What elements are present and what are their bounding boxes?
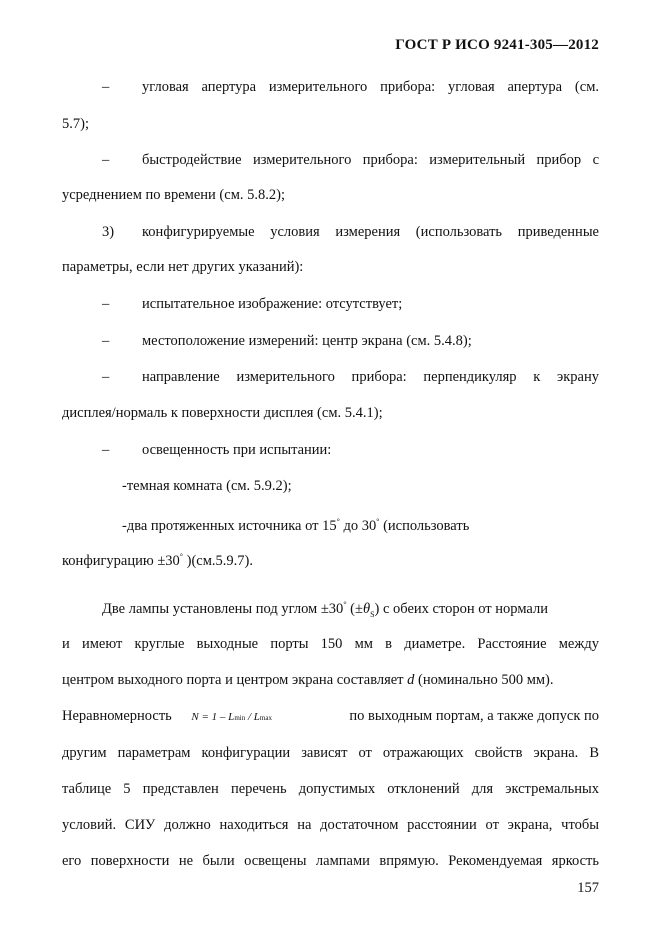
- dash-marker: –: [102, 296, 110, 312]
- line-text: угловая апертура измерительного прибора: угловая апертура (см.: [142, 79, 599, 95]
- dash-marker: –: [102, 369, 110, 385]
- text-line: 5.7);: [62, 116, 89, 132]
- line-text: (±: [346, 601, 363, 617]
- text-line: [62, 595, 599, 625]
- degree-mark: °: [336, 517, 340, 526]
- degree-mark: °: [179, 552, 183, 561]
- line-text: Неравномерность: [62, 708, 172, 724]
- line-text: местоположение измерений: центр экрана (см. 5.4.8);: [142, 333, 472, 349]
- line-text: (использовать: [379, 518, 470, 534]
- degree-mark: °: [343, 600, 347, 609]
- text-line: его поверхности не были освещены лампами впрямую. Рекомендуемая яркость: [62, 853, 599, 869]
- text-line: -темная комната (см. 5.9.2);: [122, 478, 292, 494]
- line-text: быстродействие измерительного прибора: измерительный прибор с: [142, 152, 599, 168]
- degree-mark: °: [376, 517, 380, 526]
- text-line: другим параметрам конфигурации зависят от отражающих свойств экрана. В: [62, 745, 599, 761]
- text-line: и имеют круглые выходные порты 150 мм в диаметре. Расстояние между: [62, 636, 599, 652]
- theta-symbol: θ: [362, 601, 371, 617]
- text-line: таблице 5 представлен перечень допустимых отклонений для экстремальных: [62, 781, 599, 797]
- text-line: [62, 670, 599, 690]
- line-text: конфигурацию ±30: [62, 553, 180, 569]
- text-line: [62, 706, 599, 728]
- line-text: центром выходного порта и центром экрана составляет: [62, 672, 408, 688]
- theta-subscript: S: [370, 609, 375, 619]
- nonuniformity-formula: N = 1 – Lmin / Lmax: [191, 711, 272, 723]
- text-line: условий. СИУ должно находиться на достаточном расстоянии от экрана, чтобы: [62, 817, 599, 833]
- text-line: [62, 547, 599, 571]
- line-text: (номинально 500 мм).: [414, 672, 554, 688]
- line-text: направление измерительного прибора: перпендикуляр к экрану: [142, 369, 599, 385]
- line-text: по выходным портам, а также допуск по: [349, 708, 599, 724]
- line-text: до 30: [339, 518, 377, 534]
- document-header: ГОСТ Р ИСО 9241-305—2012: [395, 37, 599, 53]
- item-number: 3): [102, 224, 115, 240]
- line-text: )(см.5.9.7).: [183, 553, 253, 569]
- dash-marker: –: [102, 152, 110, 168]
- text-line: дисплея/нормаль к поверхности дисплея (см. 5.4.1);: [62, 405, 383, 421]
- line-text: испытательное изображение: отсутствует;: [142, 296, 403, 312]
- distance-symbol: d: [407, 672, 415, 688]
- dash-marker: –: [102, 442, 110, 458]
- line-text: -два протяженных источника от 15: [122, 518, 337, 534]
- page-number: 157: [577, 880, 599, 896]
- text-line: усреднением по времени (см. 5.8.2);: [62, 187, 285, 203]
- line-text: освещенность при испытании:: [142, 442, 332, 458]
- line-text: конфигурируемые условия измерения (использовать приведенные: [142, 224, 599, 240]
- dash-marker: –: [102, 333, 110, 349]
- text-line: [62, 512, 599, 536]
- dash-marker: –: [102, 79, 110, 95]
- line-text: ) с обеих сторон от нормали: [374, 601, 548, 617]
- line-text: Две лампы установлены под углом ±30: [102, 601, 344, 617]
- text-line: параметры, если нет других указаний):: [62, 259, 304, 275]
